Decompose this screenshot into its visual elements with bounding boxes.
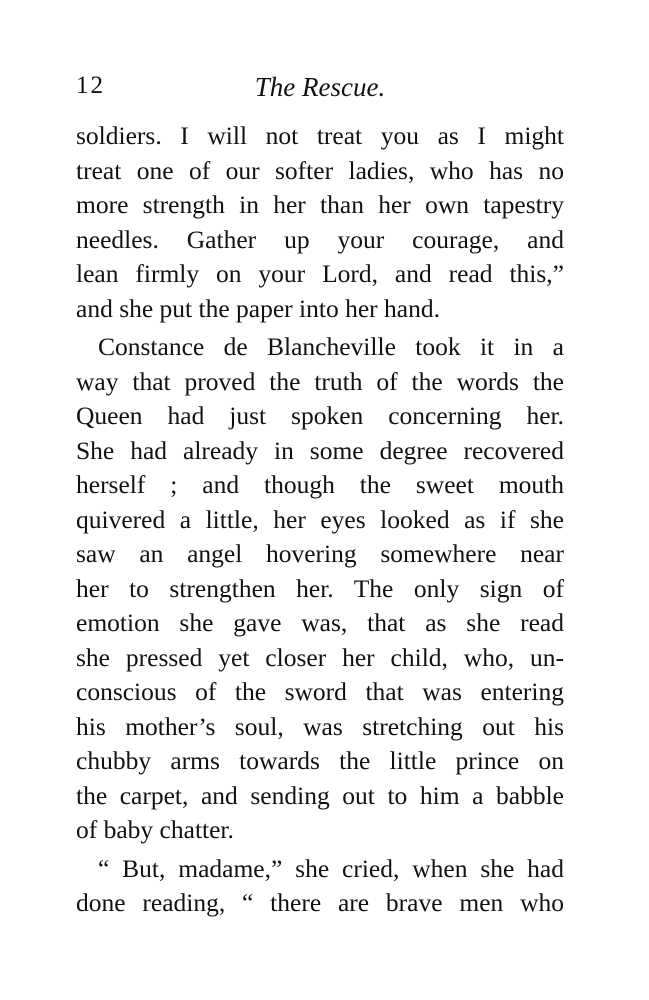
text-line: quivered a little, her eyes looked as if she bbox=[76, 504, 564, 534]
text-line: she pressed yet closer her child, who, un- bbox=[76, 642, 564, 672]
text-line: more strength in her than her own tapestry bbox=[76, 190, 564, 219]
text-line: conscious of the sword that was entering bbox=[76, 677, 564, 706]
text-line: and she put the paper into her hand. bbox=[76, 293, 440, 323]
text-line: chubby arms towards the little prince on bbox=[76, 746, 564, 775]
text-line: emotion she gave was, that as she read bbox=[76, 608, 564, 637]
text-line: his mother’s soul, was stretching out his bbox=[76, 711, 564, 741]
text-line: Constance de Blancheville took it in a bbox=[98, 332, 564, 361]
text-line: done reading, “ there are brave men who bbox=[76, 888, 564, 917]
page-number: 12 bbox=[76, 72, 105, 99]
text-line: treat one of our softer ladies, who has no bbox=[76, 155, 564, 185]
paragraph bbox=[76, 852, 564, 921]
body-text bbox=[76, 119, 564, 921]
text-line: the carpet, and sending out to him a babble bbox=[76, 780, 564, 810]
page-header bbox=[76, 72, 564, 108]
text-line: She had already in some degree recovered bbox=[76, 435, 564, 465]
text-line: lean firmly on your Lord, and read this,” bbox=[76, 259, 564, 288]
paragraph bbox=[76, 119, 564, 326]
text-line: way that proved the truth of the words the bbox=[76, 366, 564, 396]
text-line: saw an angel hovering somewhere near bbox=[76, 539, 564, 568]
text-line: needles. Gather up your courage, and bbox=[76, 224, 564, 254]
text-line: “ But, madame,” she cried, when she had bbox=[98, 853, 564, 883]
text-line: of baby chatter. bbox=[76, 815, 234, 844]
text-line: Queen had just spoken concerning her. bbox=[76, 401, 564, 430]
running-title: The Rescue. bbox=[254, 72, 386, 102]
text-line: soldiers. I will not treat you as I might bbox=[76, 121, 564, 150]
text-line: herself ; and though the sweet mouth bbox=[76, 470, 564, 499]
text-line: her to strengthen her. The only sign of bbox=[76, 573, 564, 603]
paragraph bbox=[76, 330, 564, 848]
